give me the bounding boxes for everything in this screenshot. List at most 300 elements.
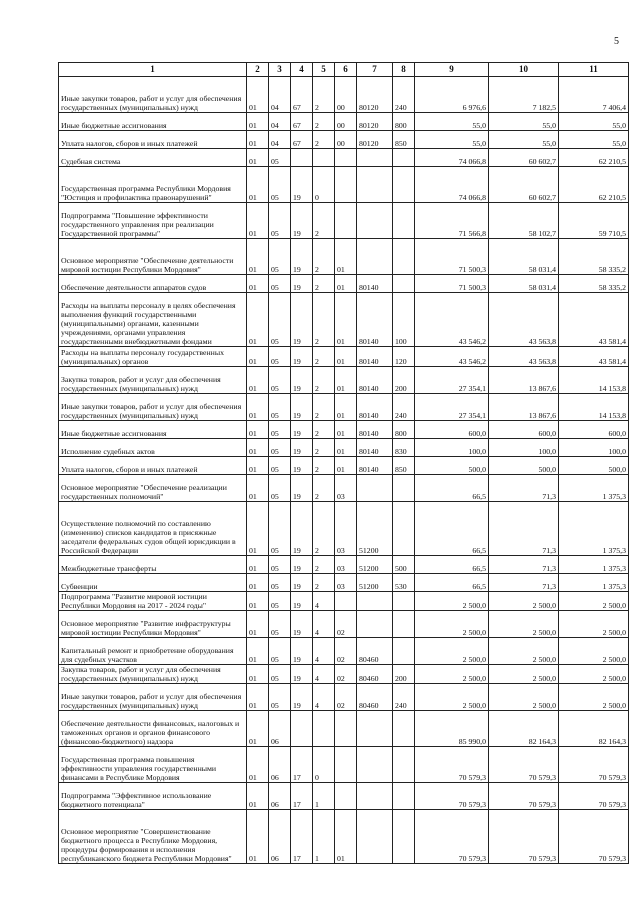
row-name: Иные закупки товаров, работ и услуг для обеспечения государственных (муниципальных) нужд [59, 77, 247, 113]
code-program: 19 [291, 592, 313, 611]
code-event: 03 [335, 502, 357, 556]
amount-col-10: 71,3 [489, 556, 559, 574]
table-row [59, 421, 629, 439]
row-name: Уплата налогов, сборов и иных платежей [59, 131, 247, 149]
code-direction: 80460 [357, 638, 393, 665]
code-section: 01 [247, 113, 269, 131]
header-cell: 9 [415, 63, 489, 77]
code-event: 01 [335, 457, 357, 475]
code-section: 01 [247, 203, 269, 239]
code-event: 03 [335, 574, 357, 592]
row-name: Капитальный ремонт и приобретение оборудования для судебных участков [59, 638, 247, 665]
code-event [335, 592, 357, 611]
amount-col-9: 66,5 [415, 556, 489, 574]
table-row [59, 131, 629, 149]
code-event: 01 [335, 439, 357, 457]
code-program [291, 149, 313, 167]
amount-col-10: 70 579,3 [489, 783, 559, 810]
code-subsection: 05 [269, 439, 291, 457]
table-row [59, 457, 629, 475]
table-row [59, 665, 629, 684]
code-subprogram: 1 [313, 810, 335, 864]
amount-col-11: 1 375,3 [559, 502, 629, 556]
code-section: 01 [247, 239, 269, 275]
code-expense-type: 200 [393, 665, 415, 684]
row-name: Иные бюджетные ассигнования [59, 421, 247, 439]
code-subsection: 05 [269, 502, 291, 556]
code-event: 01 [335, 275, 357, 293]
amount-col-10: 70 579,3 [489, 747, 559, 783]
amount-col-11: 7 406,4 [559, 77, 629, 113]
code-event: 00 [335, 131, 357, 149]
header-row [59, 63, 629, 77]
code-program: 67 [291, 77, 313, 113]
code-section: 01 [247, 475, 269, 502]
code-subsection: 05 [269, 275, 291, 293]
row-name: Субвенции [59, 574, 247, 592]
code-program: 17 [291, 810, 313, 864]
code-direction: 80460 [357, 684, 393, 711]
code-event: 02 [335, 665, 357, 684]
amount-col-10: 500,0 [489, 457, 559, 475]
row-name: Расходы на выплаты персоналу государственных (муниципальных) органов [59, 347, 247, 367]
amount-col-10: 71,3 [489, 502, 559, 556]
code-subsection: 05 [269, 665, 291, 684]
code-direction: 80120 [357, 113, 393, 131]
code-subsection: 06 [269, 711, 291, 747]
code-expense-type [393, 611, 415, 638]
code-event: 01 [335, 347, 357, 367]
table-row [59, 367, 629, 394]
amount-col-9: 6 976,6 [415, 77, 489, 113]
amount-col-10: 13 867,6 [489, 367, 559, 394]
amount-col-11: 55,0 [559, 113, 629, 131]
amount-col-11: 55,0 [559, 131, 629, 149]
row-name: Иные закупки товаров, работ и услуг для обеспечения государственных (муниципальных) нужд [59, 394, 247, 421]
code-expense-type [393, 711, 415, 747]
amount-col-11: 1 375,3 [559, 556, 629, 574]
code-subsection: 05 [269, 394, 291, 421]
code-event [335, 747, 357, 783]
amount-col-9: 500,0 [415, 457, 489, 475]
header-cell: 11 [559, 63, 629, 77]
code-program: 19 [291, 167, 313, 203]
amount-col-9: 2 500,0 [415, 611, 489, 638]
code-section: 01 [247, 293, 269, 347]
code-subprogram: 2 [313, 239, 335, 275]
code-direction: 80140 [357, 457, 393, 475]
amount-col-11: 70 579,3 [559, 810, 629, 864]
code-event [335, 783, 357, 810]
code-expense-type: 120 [393, 347, 415, 367]
header-cell: 8 [393, 63, 415, 77]
amount-col-11: 1 375,3 [559, 574, 629, 592]
code-expense-type [393, 747, 415, 783]
code-section: 01 [247, 439, 269, 457]
code-subprogram: 2 [313, 475, 335, 502]
code-program: 19 [291, 347, 313, 367]
code-subsection: 05 [269, 684, 291, 711]
code-direction: 80120 [357, 131, 393, 149]
code-program: 17 [291, 783, 313, 810]
amount-col-9: 66,5 [415, 502, 489, 556]
code-direction [357, 783, 393, 810]
header-cell: 7 [357, 63, 393, 77]
header-cell: 6 [335, 63, 357, 77]
code-direction: 80140 [357, 275, 393, 293]
code-subprogram: 0 [313, 167, 335, 203]
code-expense-type [393, 149, 415, 167]
code-program: 67 [291, 131, 313, 149]
header-cell: 2 [247, 63, 269, 77]
code-subsection: 04 [269, 131, 291, 149]
code-program: 19 [291, 665, 313, 684]
amount-col-9: 2 500,0 [415, 592, 489, 611]
code-section: 01 [247, 556, 269, 574]
code-subprogram: 4 [313, 665, 335, 684]
code-subsection: 05 [269, 421, 291, 439]
amount-col-11: 2 500,0 [559, 638, 629, 665]
amount-col-11: 62 210,5 [559, 149, 629, 167]
amount-col-10: 71,3 [489, 475, 559, 502]
code-event: 01 [335, 367, 357, 394]
code-event: 03 [335, 475, 357, 502]
code-section: 01 [247, 457, 269, 475]
row-name: Осуществление полномочий по составлению (изменению) списков кандидатов в присяжные заседатели федеральных судов общей юрисдикции в Российской Федерации [59, 502, 247, 556]
amount-col-9: 70 579,3 [415, 747, 489, 783]
code-program: 19 [291, 394, 313, 421]
amount-col-10: 2 500,0 [489, 638, 559, 665]
table-row [59, 475, 629, 502]
header-cell: 10 [489, 63, 559, 77]
amount-col-11: 70 579,3 [559, 783, 629, 810]
code-event: 01 [335, 239, 357, 275]
amount-col-10: 100,0 [489, 439, 559, 457]
code-subprogram: 2 [313, 439, 335, 457]
code-event: 01 [335, 394, 357, 421]
code-expense-type: 830 [393, 439, 415, 457]
table-row [59, 203, 629, 239]
amount-col-9: 43 546,2 [415, 293, 489, 347]
amount-col-9: 2 500,0 [415, 684, 489, 711]
amount-col-9: 43 546,2 [415, 347, 489, 367]
table-row [59, 275, 629, 293]
code-subprogram [313, 149, 335, 167]
code-program: 19 [291, 457, 313, 475]
code-section: 01 [247, 638, 269, 665]
amount-col-11: 82 164,3 [559, 711, 629, 747]
table-row [59, 711, 629, 747]
row-name: Уплата налогов, сборов и иных платежей [59, 457, 247, 475]
code-subsection: 05 [269, 574, 291, 592]
code-direction: 80140 [357, 367, 393, 394]
amount-col-9: 71 500,3 [415, 239, 489, 275]
amount-col-10: 43 563,8 [489, 347, 559, 367]
code-expense-type: 100 [393, 293, 415, 347]
amount-col-9: 66,5 [415, 574, 489, 592]
code-expense-type: 240 [393, 394, 415, 421]
code-subprogram: 2 [313, 556, 335, 574]
code-subsection: 05 [269, 556, 291, 574]
amount-col-11: 2 500,0 [559, 592, 629, 611]
amount-col-10: 58 102,7 [489, 203, 559, 239]
amount-col-10: 82 164,3 [489, 711, 559, 747]
code-section: 01 [247, 77, 269, 113]
code-section: 01 [247, 711, 269, 747]
code-subsection: 05 [269, 638, 291, 665]
code-subsection: 05 [269, 167, 291, 203]
code-program: 19 [291, 275, 313, 293]
code-subsection: 05 [269, 293, 291, 347]
code-subsection: 06 [269, 783, 291, 810]
amount-col-11: 43 581,4 [559, 293, 629, 347]
code-subsection: 05 [269, 149, 291, 167]
code-subprogram: 2 [313, 275, 335, 293]
amount-col-10: 13 867,6 [489, 394, 559, 421]
table-row [59, 293, 629, 347]
code-direction: 80140 [357, 421, 393, 439]
code-section: 01 [247, 275, 269, 293]
amount-col-9: 100,0 [415, 439, 489, 457]
code-program [291, 711, 313, 747]
code-subsection: 04 [269, 77, 291, 113]
code-expense-type: 500 [393, 556, 415, 574]
code-direction: 80140 [357, 347, 393, 367]
code-event: 01 [335, 421, 357, 439]
amount-col-9: 2 500,0 [415, 665, 489, 684]
header-cell: 4 [291, 63, 313, 77]
code-section: 01 [247, 747, 269, 783]
amount-col-10: 70 579,3 [489, 810, 559, 864]
code-expense-type: 530 [393, 574, 415, 592]
table-row [59, 394, 629, 421]
table-row [59, 592, 629, 611]
code-event: 01 [335, 810, 357, 864]
amount-col-10: 2 500,0 [489, 611, 559, 638]
row-name: Расходы на выплаты персоналу в целях обеспечения выполнения функций государственными (муниципальными) органами, казенными учреждениями, органами управления государственными внебюджетными фондами [59, 293, 247, 347]
row-name: Государственная программа повышения эффективности управления государственными финансами в Республике Мордовия [59, 747, 247, 783]
code-section: 01 [247, 810, 269, 864]
table-row [59, 556, 629, 574]
code-section: 01 [247, 574, 269, 592]
code-program: 19 [291, 611, 313, 638]
amount-col-9: 27 354,1 [415, 394, 489, 421]
code-section: 01 [247, 149, 269, 167]
code-event [335, 711, 357, 747]
code-section: 01 [247, 783, 269, 810]
code-direction: 80140 [357, 394, 393, 421]
amount-col-11: 14 153,8 [559, 367, 629, 394]
amount-col-10: 2 500,0 [489, 592, 559, 611]
amount-col-9: 71 500,3 [415, 275, 489, 293]
code-subprogram: 2 [313, 113, 335, 131]
code-subsection: 05 [269, 347, 291, 367]
table-row [59, 574, 629, 592]
code-event [335, 167, 357, 203]
row-name: Основное мероприятие "Совершенствование бюджетного процесса в Республике Мордовия, процедуры формирования и исполнения республиканского бюджета Республики Мордовия" [59, 810, 247, 864]
code-direction [357, 167, 393, 203]
code-direction: 80140 [357, 439, 393, 457]
amount-col-9: 71 566,8 [415, 203, 489, 239]
row-name: Подпрограмма "Повышение эффективности государственного управления при реализации Государственной программы" [59, 203, 247, 239]
header-cell: 5 [313, 63, 335, 77]
amount-col-9: 2 500,0 [415, 638, 489, 665]
code-expense-type: 800 [393, 421, 415, 439]
code-event: 00 [335, 77, 357, 113]
code-subprogram: 4 [313, 592, 335, 611]
code-section: 01 [247, 131, 269, 149]
amount-col-11: 1 375,3 [559, 475, 629, 502]
row-name: Подпрограмма "Эффективное использование бюджетного потенциала" [59, 783, 247, 810]
code-expense-type: 800 [393, 113, 415, 131]
code-subsection: 05 [269, 203, 291, 239]
amount-col-11: 2 500,0 [559, 665, 629, 684]
code-section: 01 [247, 684, 269, 711]
code-expense-type [393, 783, 415, 810]
code-event: 03 [335, 556, 357, 574]
amount-col-11: 59 710,5 [559, 203, 629, 239]
amount-col-11: 62 210,5 [559, 167, 629, 203]
row-name: Обеспечение деятельности финансовых, налоговых и таможенных органов и органов финансового (финансово-бюджетного) надзора [59, 711, 247, 747]
code-program: 19 [291, 638, 313, 665]
code-program: 19 [291, 556, 313, 574]
code-direction [357, 711, 393, 747]
amount-col-10: 71,3 [489, 574, 559, 592]
code-subsection: 05 [269, 592, 291, 611]
code-event: 02 [335, 611, 357, 638]
amount-col-11: 58 335,2 [559, 275, 629, 293]
code-section: 01 [247, 421, 269, 439]
code-direction: 51200 [357, 556, 393, 574]
amount-col-10: 60 602,7 [489, 167, 559, 203]
amount-col-9: 55,0 [415, 131, 489, 149]
code-subprogram: 2 [313, 293, 335, 347]
code-direction: 51200 [357, 574, 393, 592]
amount-col-11: 14 153,8 [559, 394, 629, 421]
amount-col-10: 43 563,8 [489, 293, 559, 347]
code-event [335, 203, 357, 239]
code-program: 19 [291, 421, 313, 439]
amount-col-10: 600,0 [489, 421, 559, 439]
code-program: 19 [291, 439, 313, 457]
amount-col-10: 7 182,5 [489, 77, 559, 113]
code-subsection: 05 [269, 611, 291, 638]
code-expense-type [393, 638, 415, 665]
amount-col-10: 60 602,7 [489, 149, 559, 167]
code-subprogram: 2 [313, 131, 335, 149]
code-subsection: 05 [269, 239, 291, 275]
row-name: Закупка товаров, работ и услуг для обеспечения государственных (муниципальных) нужд [59, 665, 247, 684]
code-direction [357, 810, 393, 864]
row-name: Судебная система [59, 149, 247, 167]
code-direction: 80460 [357, 665, 393, 684]
code-subprogram: 2 [313, 574, 335, 592]
row-name: Основное мероприятие "Обеспечение деятельности мировой юстиции Республики Мордовия" [59, 239, 247, 275]
code-expense-type: 850 [393, 457, 415, 475]
code-section: 01 [247, 394, 269, 421]
code-expense-type [393, 592, 415, 611]
code-section: 01 [247, 665, 269, 684]
code-expense-type [393, 167, 415, 203]
code-direction [357, 149, 393, 167]
table-row [59, 684, 629, 711]
row-name: Межбюджетные трансферты [59, 556, 247, 574]
amount-col-11: 70 579,3 [559, 747, 629, 783]
code-expense-type: 240 [393, 77, 415, 113]
table-row [59, 810, 629, 864]
row-name: Подпрограмма "Развитие мировой юстиции Республики Мордовия на 2017 - 2024 годы" [59, 592, 247, 611]
amount-col-10: 2 500,0 [489, 665, 559, 684]
code-program: 67 [291, 113, 313, 131]
amount-col-10: 58 031,4 [489, 275, 559, 293]
code-section: 01 [247, 502, 269, 556]
code-expense-type: 850 [393, 131, 415, 149]
code-direction: 80140 [357, 293, 393, 347]
amount-col-11: 600,0 [559, 421, 629, 439]
code-program: 19 [291, 502, 313, 556]
code-expense-type [393, 203, 415, 239]
code-direction [357, 239, 393, 275]
code-subsection: 06 [269, 747, 291, 783]
code-subsection: 04 [269, 113, 291, 131]
table-row [59, 638, 629, 665]
amount-col-9: 85 990,0 [415, 711, 489, 747]
code-subprogram: 4 [313, 611, 335, 638]
table-row [59, 113, 629, 131]
table-body [59, 77, 629, 864]
code-subprogram: 2 [313, 394, 335, 421]
code-expense-type: 200 [393, 367, 415, 394]
table-row [59, 77, 629, 113]
amount-col-11: 58 335,2 [559, 239, 629, 275]
table-row [59, 502, 629, 556]
code-subprogram: 2 [313, 421, 335, 439]
table-row [59, 149, 629, 167]
table-row [59, 783, 629, 810]
row-name: Основное мероприятие "Обеспечение реализации государственных полномочий" [59, 475, 247, 502]
code-program: 19 [291, 293, 313, 347]
code-event: 02 [335, 638, 357, 665]
amount-col-11: 100,0 [559, 439, 629, 457]
code-direction [357, 611, 393, 638]
code-section: 01 [247, 347, 269, 367]
amount-col-9: 70 579,3 [415, 810, 489, 864]
code-subsection: 05 [269, 367, 291, 394]
code-subsection: 05 [269, 457, 291, 475]
code-expense-type [393, 239, 415, 275]
code-subprogram: 2 [313, 77, 335, 113]
code-program: 19 [291, 475, 313, 502]
code-section: 01 [247, 167, 269, 203]
header-cell: 3 [269, 63, 291, 77]
code-program: 19 [291, 203, 313, 239]
amount-col-9: 27 354,1 [415, 367, 489, 394]
table-row [59, 611, 629, 638]
table-row [59, 347, 629, 367]
code-subprogram: 0 [313, 747, 335, 783]
code-subprogram: 1 [313, 783, 335, 810]
code-expense-type [393, 475, 415, 502]
code-expense-type [393, 810, 415, 864]
budget-table [58, 62, 629, 864]
table-row [59, 167, 629, 203]
code-event: 01 [335, 293, 357, 347]
row-name: Закупка товаров, работ и услуг для обеспечения государственных (муниципальных) нужд [59, 367, 247, 394]
code-program: 19 [291, 574, 313, 592]
amount-col-11: 500,0 [559, 457, 629, 475]
code-program: 17 [291, 747, 313, 783]
code-event [335, 149, 357, 167]
